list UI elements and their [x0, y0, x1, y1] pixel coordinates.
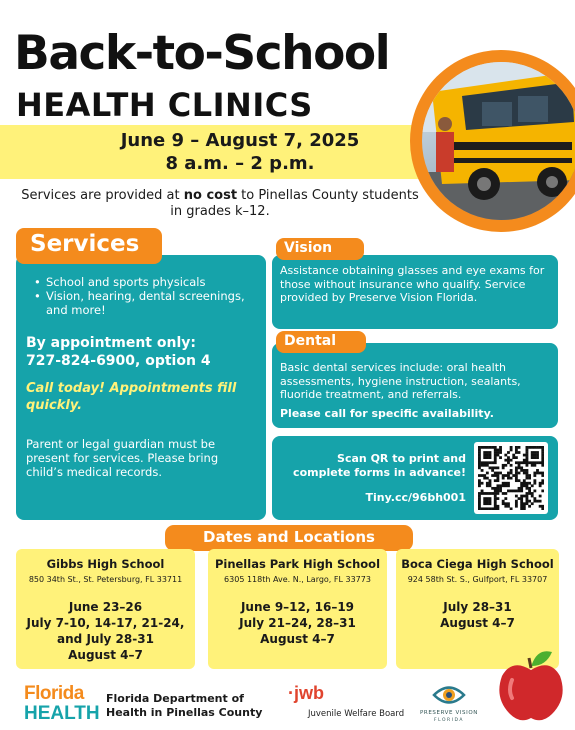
florida-health-logo-bottom: HEALTH	[24, 703, 100, 724]
dental-panel	[272, 343, 558, 428]
page-title: Back-to-School	[14, 26, 390, 81]
appointment-phone: 727-824-6900, option 4	[26, 353, 211, 369]
location-card-gibbs	[16, 549, 195, 669]
eye-logo-icon	[432, 684, 466, 706]
dates-locations-heading: Dates and Locations	[165, 525, 413, 551]
preserve-vision-name: PRESERVE VISION	[419, 710, 479, 716]
location-dates: July 28–31 August 4–7	[440, 600, 515, 630]
location-dates: June 23–26 July 7-10, 14-17, 21-24, and July 28-31 August 4–7	[26, 600, 185, 662]
dental-note: Please call for specific availability.	[280, 407, 494, 420]
page-subtitle: HEALTH CLINICS	[16, 86, 313, 124]
list-item: • Vision, hearing, dental screenings, and more!	[32, 289, 258, 317]
qr-instruction: complete forms in advance!	[293, 466, 466, 479]
location-name: Gibbs High School	[46, 557, 165, 571]
services-list	[32, 275, 258, 317]
list-item: • School and sports physicals	[32, 275, 258, 289]
dental-text: Basic dental services include: oral health assessments, hygiene instruction, sealants, fluoride treatment, and referrals.	[280, 361, 521, 401]
location-address: 924 58th St. S., Gulfport, FL 33707	[407, 575, 548, 584]
vision-panel	[272, 255, 558, 329]
appointment-label: By appointment only:	[26, 335, 196, 351]
qr-link[interactable]: Tiny.cc/96bh001	[365, 491, 466, 504]
location-name: Boca Ciega High School	[401, 557, 554, 571]
florida-health-logo-top: Florida	[24, 683, 84, 704]
jwb-name: Juvenile Welfare Board	[308, 709, 405, 719]
dept-name: Florida Department of	[106, 692, 244, 705]
services-heading: Services	[16, 228, 162, 264]
school-bus-photo	[422, 62, 575, 220]
services-panel	[16, 255, 266, 520]
jwb-logo: ·jwb	[288, 683, 324, 703]
qr-panel	[272, 436, 558, 520]
intro-emphasis: no cost	[183, 188, 238, 203]
location-dates: June 9–12, 16–19 July 21–24, 28–31 August 4–7	[239, 600, 356, 646]
preserve-vision-state: FLORIDA	[434, 718, 464, 723]
hours: 8 a.m. – 2 p.m.	[165, 153, 315, 174]
call-note: Call today! Appointments fill quickly.	[26, 381, 237, 413]
intro-text: Services are provided at no cost to Pinellas County students in grades k–12.	[21, 188, 419, 219]
qr-code[interactable]	[474, 442, 548, 514]
dept-name: Health in Pinellas County	[106, 706, 263, 719]
qr-instruction: Scan QR to print and	[337, 452, 466, 465]
vision-heading: Vision	[276, 238, 364, 260]
location-name: Pinellas Park High School	[214, 557, 381, 571]
location-address: 850 34th St., St. Petersburg, FL 33711	[28, 575, 183, 584]
vision-text: Assistance obtaining glasses and eye exams for those without insurance who qualify. Service provided by Preserve Vision Florida.	[280, 264, 545, 304]
apple-icon	[496, 644, 566, 724]
location-address: 6305 118th Ave. N., Largo, FL 33773	[224, 575, 371, 584]
guardian-note: Parent or legal guardian must be present for services. Please bring child’s medical records.	[26, 437, 219, 479]
date-range: June 9 – August 7, 2025	[120, 130, 360, 151]
location-card-pinellas-park	[208, 549, 387, 669]
dental-heading: Dental	[276, 331, 366, 353]
